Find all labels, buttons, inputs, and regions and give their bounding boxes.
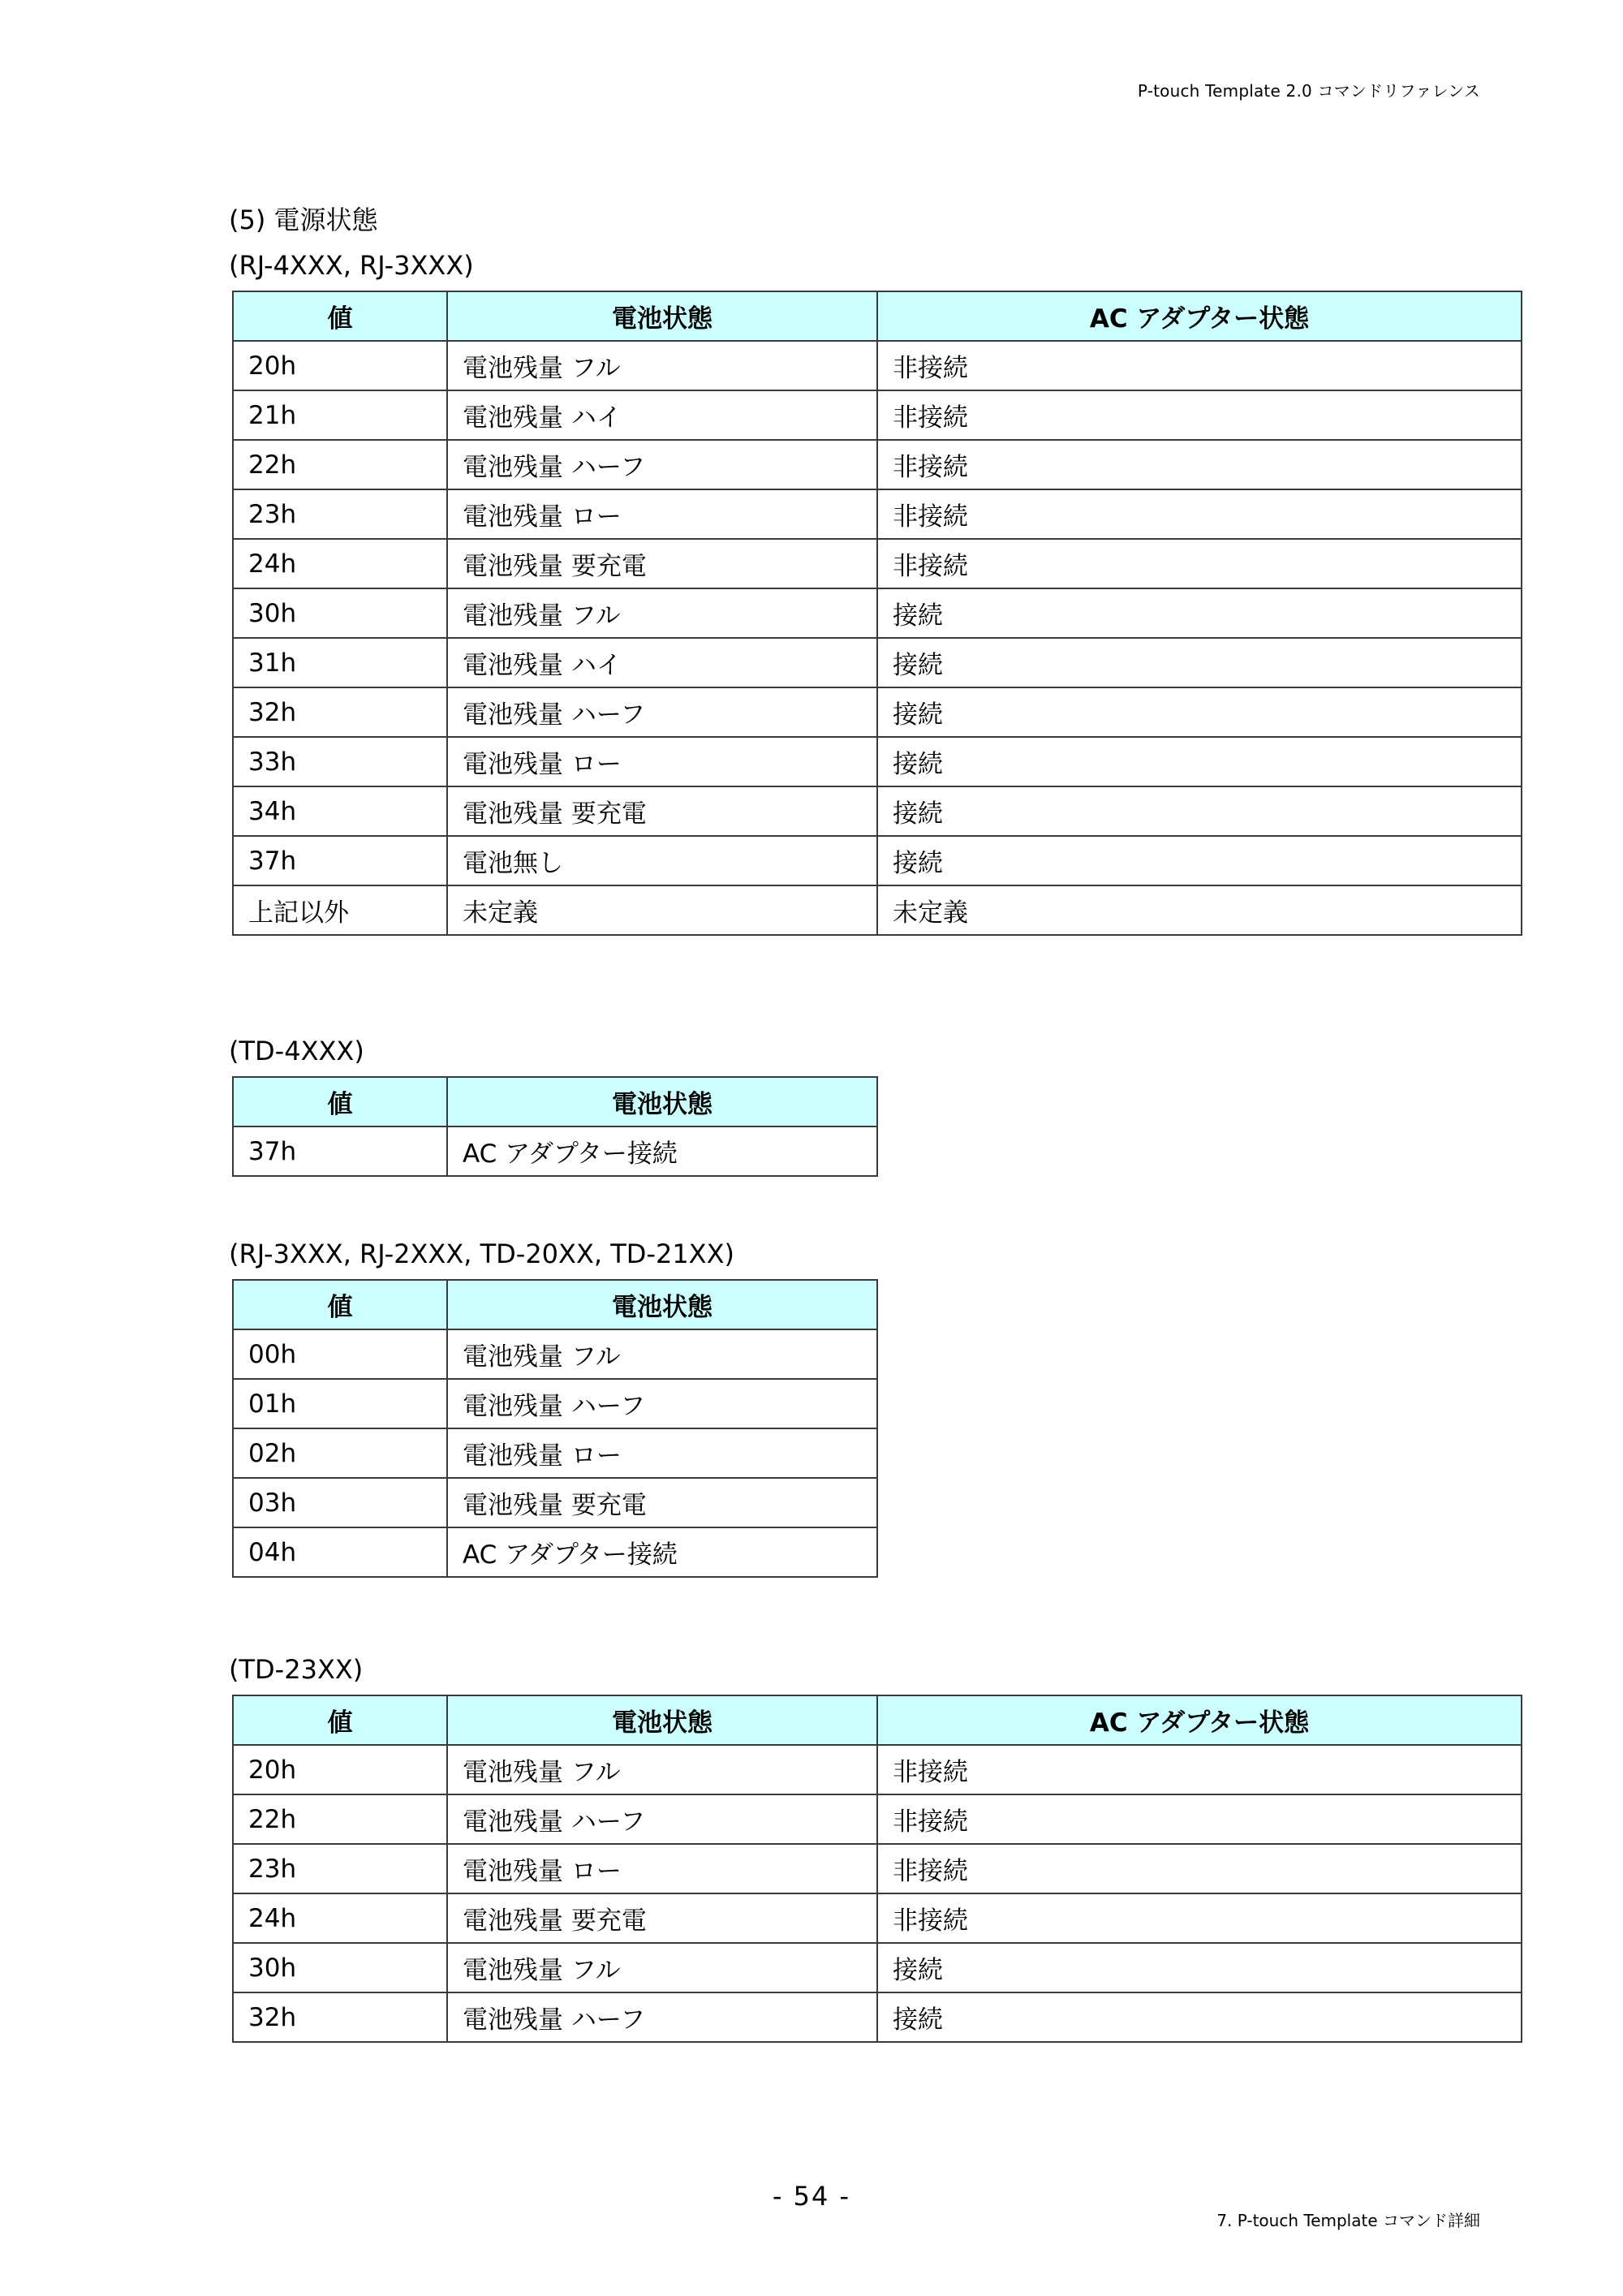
cell-battery: 電池残量 要充電 [447,786,877,836]
table-header-row [233,1695,1522,1745]
cell-value: 37h [233,1126,447,1176]
cell-value: 02h [233,1428,447,1478]
table-row [233,1943,1522,1992]
cell-ac-adapter: 非接続 [877,1794,1522,1844]
cell-value: 30h [233,1943,447,1992]
cell-battery: 電池残量 ハーフ [447,687,877,737]
cell-value: 34h [233,786,447,836]
cell-battery: 電池残量 ロー [447,737,877,786]
table-row [233,885,1522,935]
cell-ac-adapter: 非接続 [877,1844,1522,1893]
cell-value: 03h [233,1478,447,1527]
cell-value: 22h [233,1794,447,1844]
table-row [233,390,1522,440]
cell-ac-adapter: 接続 [877,1992,1522,2042]
power-status-table-rj4xxx [232,291,1522,936]
table-row [233,737,1522,786]
cell-battery: 電池残量 ロー [447,1844,877,1893]
footer-title: 7. P-touch Template コマンド詳細 [1216,2211,1480,2230]
cell-battery: 電池残量 ロー [447,489,877,539]
cell-ac-adapter: 非接続 [877,390,1522,440]
table-row [233,786,1522,836]
table-row [233,836,1522,885]
table-caption-td4xxx: (TD-4XXX) [229,1036,364,1066]
power-status-table-rj3xxx-td [232,1279,878,1578]
table-row [233,1126,877,1176]
cell-battery: 電池残量 フル [447,341,877,390]
cell-ac-adapter: 接続 [877,737,1522,786]
cell-value: 32h [233,1992,447,2042]
cell-battery: AC アダプター接続 [447,1126,877,1176]
table-row [233,1478,877,1527]
cell-value: 04h [233,1527,447,1577]
cell-battery: 電池残量 ハーフ [447,1794,877,1844]
table-row [233,489,1522,539]
cell-ac-adapter: 接続 [877,836,1522,885]
table-row [233,440,1522,489]
cell-value: 33h [233,737,447,786]
cell-battery: 電池無し [447,836,877,885]
cell-ac-adapter: 非接続 [877,440,1522,489]
column-header-ac-adapter: AC アダプター状態 [877,1695,1522,1745]
cell-ac-adapter: 非接続 [877,341,1522,390]
cell-ac-adapter: 非接続 [877,489,1522,539]
table-row [233,539,1522,588]
cell-ac-adapter: 接続 [877,588,1522,638]
cell-ac-adapter: 未定義 [877,885,1522,935]
cell-value: 00h [233,1329,447,1379]
column-header-ac-adapter: AC アダプター状態 [877,291,1522,341]
cell-value: 21h [233,390,447,440]
table-row [233,1745,1522,1794]
cell-ac-adapter: 非接続 [877,539,1522,588]
cell-battery: 電池残量 要充電 [447,1478,877,1527]
column-header-battery: 電池状態 [447,291,877,341]
table-row [233,1794,1522,1844]
table-row [233,1379,877,1428]
cell-ac-adapter: 接続 [877,687,1522,737]
cell-value: 23h [233,489,447,539]
section-heading: (5) 電源状態 [229,205,378,235]
cell-ac-adapter: 接続 [877,786,1522,836]
table-header-row [233,1077,877,1126]
table-row [233,1893,1522,1943]
cell-value: 31h [233,638,447,687]
cell-battery: 電池残量 フル [447,1745,877,1794]
cell-value: 01h [233,1379,447,1428]
column-header-battery: 電池状態 [447,1695,877,1745]
cell-value: 32h [233,687,447,737]
table-caption-td23xx: (TD-23XX) [229,1654,364,1685]
table-row [233,1428,877,1478]
column-header-value: 値 [233,291,447,341]
cell-value: 23h [233,1844,447,1893]
column-header-value: 値 [233,1077,447,1126]
cell-ac-adapter: 接続 [877,1943,1522,1992]
power-status-table-td4xxx [232,1076,878,1177]
cell-battery: 未定義 [447,885,877,935]
power-status-table-td23xx [232,1695,1522,2043]
cell-value: 24h [233,1893,447,1943]
cell-battery: AC アダプター接続 [447,1527,877,1577]
column-header-battery: 電池状態 [447,1077,877,1126]
cell-value: 37h [233,836,447,885]
column-header-value: 値 [233,1280,447,1329]
table-row [233,1992,1522,2042]
cell-battery: 電池残量 要充電 [447,539,877,588]
cell-battery: 電池残量 フル [447,1329,877,1379]
cell-battery: 電池残量 ハーフ [447,440,877,489]
cell-battery: 電池残量 ハーフ [447,1992,877,2042]
page-number: - 54 - [772,2181,851,2212]
table-caption-rj4xxx: (RJ-4XXX, RJ-3XXX) [229,250,474,281]
table-row [233,638,1522,687]
cell-value: 24h [233,539,447,588]
column-header-value: 値 [233,1695,447,1745]
table-row [233,341,1522,390]
cell-battery: 電池残量 ロー [447,1428,877,1478]
table-row [233,1527,877,1577]
table-header-row [233,1280,877,1329]
cell-battery: 電池残量 ハイ [447,390,877,440]
cell-ac-adapter: 非接続 [877,1893,1522,1943]
cell-ac-adapter: 接続 [877,638,1522,687]
cell-battery: 電池残量 要充電 [447,1893,877,1943]
cell-battery: 電池残量 フル [447,1943,877,1992]
cell-battery: 電池残量 フル [447,588,877,638]
cell-value: 30h [233,588,447,638]
cell-value: 22h [233,440,447,489]
cell-battery: 電池残量 ハーフ [447,1379,877,1428]
cell-battery: 電池残量 ハイ [447,638,877,687]
table-row [233,1329,877,1379]
cell-value: 20h [233,1745,447,1794]
table-row [233,588,1522,638]
table-row [233,687,1522,737]
cell-value: 20h [233,341,447,390]
table-header-row [233,291,1522,341]
table-row [233,1844,1522,1893]
cell-ac-adapter: 非接続 [877,1745,1522,1794]
table-caption-rj3xxx-td: (RJ-3XXX, RJ-2XXX, TD-20XX, TD-21XX) [229,1238,734,1269]
cell-value: 上記以外 [233,885,447,935]
column-header-battery: 電池状態 [447,1280,877,1329]
header-title: P-touch Template 2.0 コマンドリファレンス [1137,81,1480,101]
